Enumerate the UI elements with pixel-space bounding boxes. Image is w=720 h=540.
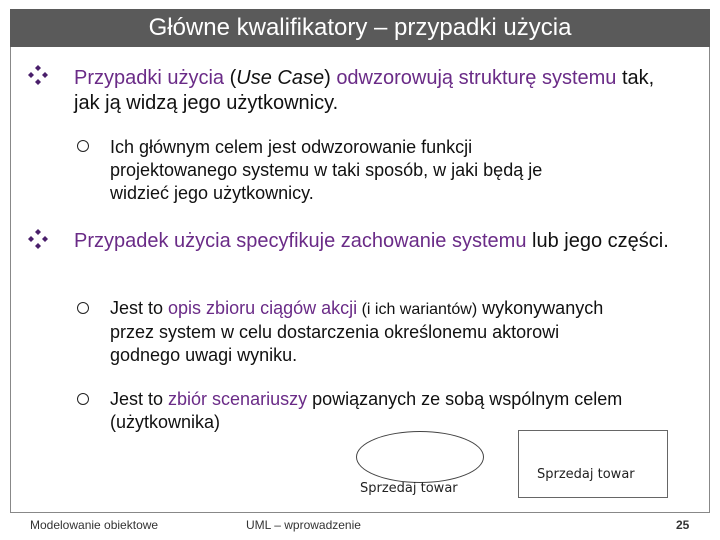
circle-bullet-icon xyxy=(77,302,89,314)
bullet-2-sub-1-rest: wykonywanych przez system w celu dostarczenia określonemu aktorowi godnego uwagi wyniku. xyxy=(110,298,604,365)
bullet-2-sub-1-small: (i ich wariantów) xyxy=(357,301,478,318)
bullet-1-rest: tak, jak ją widzą jego użytkownicy. xyxy=(74,67,655,114)
bullet-1-text xyxy=(74,66,684,116)
footer-left: Modelowanie obiektowe xyxy=(30,518,159,532)
bullet-2-term: Przypadek użycia xyxy=(74,230,231,252)
bullet-1-term: Przypadki użycia xyxy=(74,67,225,89)
use-case-box-label: Sprzedaj towar xyxy=(537,467,635,482)
diamond-bullet-icon xyxy=(27,228,49,250)
circle-bullet-icon xyxy=(77,393,89,405)
use-case-ellipse xyxy=(356,431,484,483)
bullet-1-term-en: Use Case xyxy=(236,67,325,89)
bullet-2-accent: specyfikuje zachowanie systemu xyxy=(230,230,527,252)
use-case-box xyxy=(518,430,668,498)
bullet-2-text xyxy=(74,229,674,254)
slide-title: Główne kwalifikatory – przypadki użycia xyxy=(10,9,710,47)
footer-center: UML – wprowadzenie xyxy=(246,518,361,532)
diamond-bullet-icon xyxy=(27,64,49,86)
bullet-2-sub-2-pre: Jest to xyxy=(110,389,169,409)
bullet-1-sub: Ich głównym celem jest odwzorowanie funkcji projektowanego systemu w taki sposób, w jaki będą je widzieć jego użytkownicy. xyxy=(110,137,543,203)
bullet-2-sub-1-pre: Jest to xyxy=(110,298,169,318)
bullet-2-sub-1 xyxy=(110,297,610,367)
bullet-2-sub-2-accent: zbiór scenariuszy xyxy=(168,389,308,409)
use-case-ellipse-label: Sprzedaj towar xyxy=(360,481,458,496)
bullet-2-sub-2-rest: powiązanych ze sobą wspólnym celem (użytkownika) xyxy=(110,389,623,432)
circle-bullet-icon xyxy=(77,140,89,152)
page-number: 25 xyxy=(676,518,690,532)
bullet-2-sub-1-accent: opis zbioru ciągów akcji xyxy=(168,298,358,318)
bullet-1-paren-open: ( xyxy=(224,67,237,89)
bullet-2-sub-2 xyxy=(110,388,685,434)
bullet-2-rest: lub jego części. xyxy=(526,230,669,252)
bullet-1-paren-close: ) xyxy=(324,67,337,89)
bullet-1-accent: odwzorowują strukturę systemu xyxy=(336,67,617,89)
